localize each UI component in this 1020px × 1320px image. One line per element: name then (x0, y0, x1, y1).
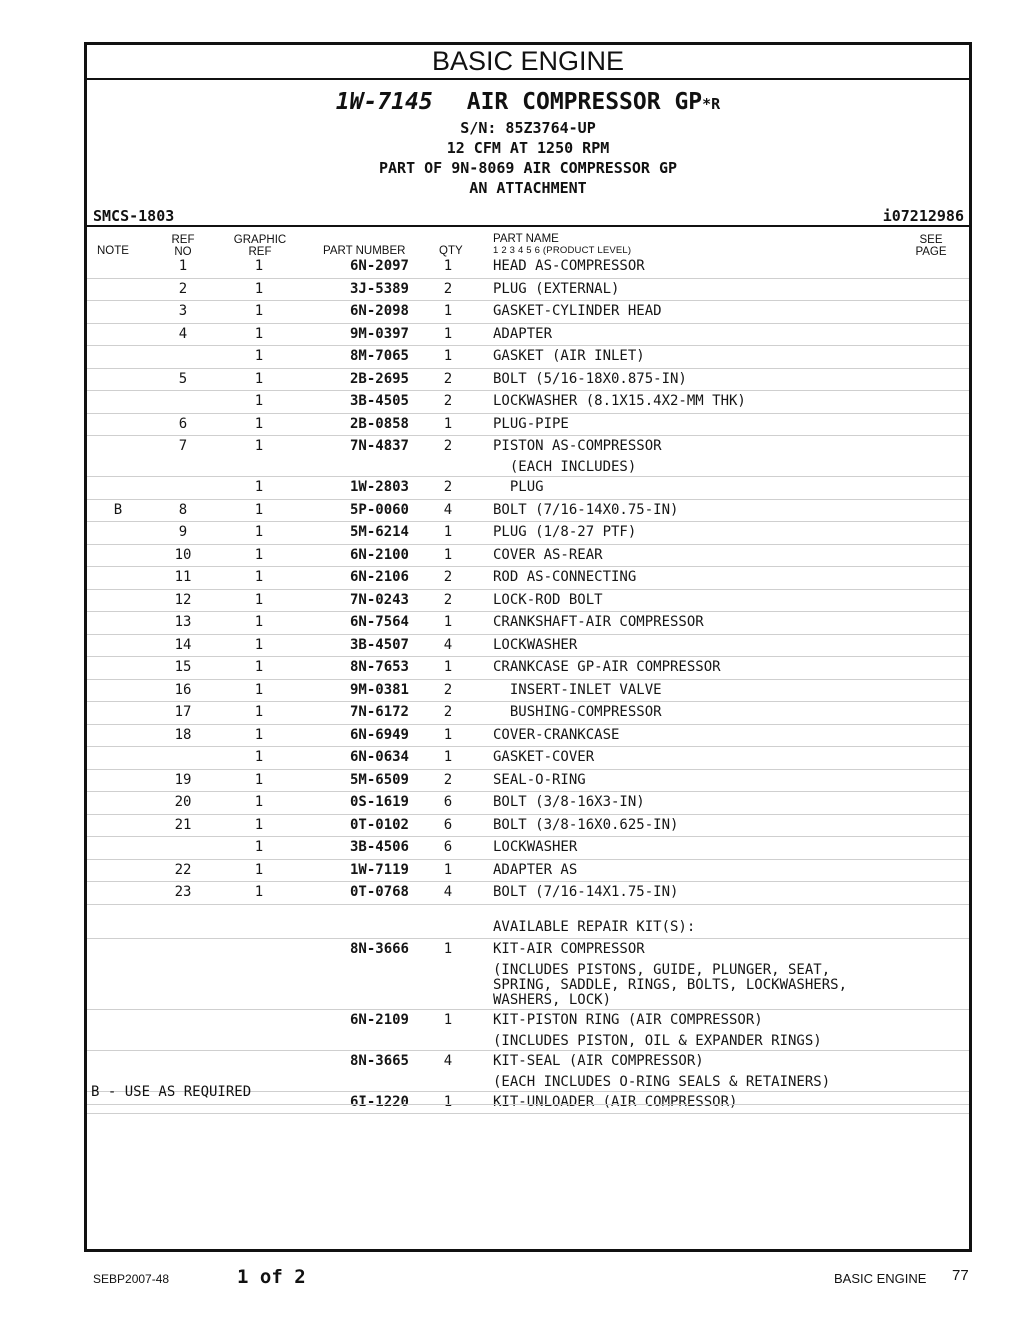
row-part-number: 1W-2803 (349, 479, 409, 495)
footer-doc-id: SEBP2007-48 (93, 1272, 170, 1286)
row-qty: 2 (443, 771, 453, 788)
row-graphic-ref: 1 (254, 659, 264, 675)
row-qty: 2 (443, 591, 453, 608)
table-row (87, 939, 969, 1010)
row-ref-no: 2 (178, 280, 188, 297)
row-qty: 1 (443, 348, 453, 364)
table-row (87, 725, 969, 748)
group-title (87, 89, 969, 115)
table-row (87, 436, 969, 477)
row-qty: 4 (443, 636, 453, 653)
row-part-number: 6I-1220 (349, 1093, 409, 1110)
row-part-name-detail: (EACH INCLUDES O-RING SEALS & RETAINERS) (493, 1073, 831, 1090)
col-graphic-bottom: REF (248, 246, 272, 258)
row-ref-no: 12 (174, 591, 192, 608)
row-ref-no: 5 (178, 370, 188, 387)
row-graphic-ref: 1 (254, 726, 264, 743)
row-part-number: 1W-7119 (349, 861, 409, 878)
footer-page-number: 77 (952, 1267, 969, 1284)
group-title-suffix: *R (702, 95, 721, 113)
table-row (87, 792, 969, 815)
row-part-number: 6N-2098 (349, 303, 409, 319)
row-graphic-ref: 1 (254, 794, 264, 810)
row-part-number: 5M-6214 (349, 524, 409, 540)
row-part-number: 7N-0243 (349, 591, 409, 608)
row-part-number: 6N-2097 (349, 258, 409, 274)
row-part-name: BOLT (7/16-14X0.75-IN) (493, 501, 679, 518)
row-graphic-ref: 1 (254, 348, 264, 364)
row-part-number: 0T-0102 (349, 816, 409, 833)
row-part-number: 5P-0060 (349, 501, 409, 518)
serial-number: S/N: 85Z3764-UP (460, 119, 596, 137)
row-graphic-ref: 1 (254, 884, 264, 900)
parts-page-frame (84, 42, 972, 1252)
row-part-name: PLUG (EXTERNAL) (493, 280, 620, 297)
row-ref-no: 7 (178, 438, 188, 454)
row-qty: 1 (443, 940, 453, 957)
row-graphic-ref: 1 (254, 771, 264, 788)
row-part-name: GASKET-COVER (493, 749, 595, 765)
row-qty: 4 (443, 1052, 453, 1069)
row-part-number: 2B-0858 (349, 415, 409, 432)
table-row (87, 346, 969, 369)
row-graphic-ref: 1 (254, 614, 264, 630)
col-part-number: PART NUMBER (323, 245, 406, 257)
col-see-page (913, 234, 949, 258)
row-qty: 2 (443, 569, 453, 585)
group-parent-line: PART OF 9N-8069 AIR COMPRESSOR GP (378, 159, 677, 177)
row-part-number: 7N-4837 (349, 438, 409, 454)
table-row (87, 522, 969, 545)
row-part-name: BOLT (5/16-18X0.875-IN) (493, 370, 687, 387)
row-part-name: LOCKWASHER (493, 636, 578, 653)
row-part-number: 8N-3666 (349, 940, 409, 957)
row-ref-no: 22 (174, 861, 192, 878)
row-part-number: 6N-7564 (349, 614, 409, 630)
table-row (87, 837, 969, 860)
row-ref-no: 19 (174, 771, 192, 788)
table-row (87, 590, 969, 613)
col-note: NOTE (97, 245, 129, 257)
row-ref-no: 10 (174, 546, 192, 563)
row-part-name: PLUG (1/8-27 PTF) (493, 524, 637, 540)
table-row (87, 369, 969, 392)
row-qty: 4 (443, 884, 453, 900)
col-see-bottom: PAGE (915, 246, 947, 258)
table-row (87, 324, 969, 347)
group-part-number: 1W-7145 (335, 89, 433, 115)
row-graphic-ref: 1 (254, 524, 264, 540)
row-graphic-ref: 1 (254, 415, 264, 432)
row-part-name-detail: (INCLUDES PISTONS, GUIDE, PLUNGER, SEAT, SPRING, SADDLE, RINGS, BOLTS, LOCKWASHERS, WASHERS, LOCK) (493, 961, 848, 1008)
table-row (87, 391, 969, 414)
row-qty: 2 (443, 681, 453, 698)
table-row (87, 702, 969, 725)
row-qty: 1 (443, 258, 453, 274)
table-row (87, 256, 969, 279)
row-part-number: 8N-7653 (349, 659, 409, 675)
row-part-name: BOLT (7/16-14X1.75-IN) (493, 884, 679, 900)
col-graphic-ref (232, 234, 288, 258)
row-ref-no: 13 (174, 614, 192, 630)
row-graphic-ref: 1 (254, 501, 264, 518)
row-graphic-ref: 1 (254, 303, 264, 319)
row-part-number: 3B-4507 (349, 636, 409, 653)
row-part-name: LOCKWASHER (493, 839, 578, 855)
row-part-number: 3B-4506 (349, 839, 409, 855)
row-qty: 1 (443, 749, 453, 765)
row-part-number: 5M-6509 (349, 771, 409, 788)
row-part-name: INSERT-INLET VALVE (493, 681, 662, 698)
col-ref-top: REF (171, 234, 195, 246)
row-part-number: 9M-0381 (349, 681, 409, 698)
row-part-name: LOCKWASHER (8.1X15.4X2-MM THK) (493, 393, 746, 409)
row-graphic-ref: 1 (254, 636, 264, 653)
row-graphic-ref: 1 (254, 479, 264, 495)
row-qty: 1 (443, 1093, 453, 1110)
row-part-number: 8M-7065 (349, 348, 409, 364)
row-part-name: CRANKSHAFT-AIR COMPRESSOR (493, 614, 704, 630)
table-row (87, 747, 969, 770)
row-ref-no: 8 (178, 501, 188, 518)
row-part-number: 0S-1619 (349, 794, 409, 810)
table-row (87, 680, 969, 703)
row-ref-no: 6 (178, 415, 188, 432)
table-row (87, 545, 969, 568)
row-part-name-detail: AVAILABLE REPAIR KIT(S): (493, 918, 696, 935)
row-part-name: COVER AS-REAR (493, 546, 603, 563)
table-row (87, 477, 969, 500)
row-ref-no: 15 (174, 659, 192, 675)
table-row (87, 882, 969, 905)
row-qty: 2 (443, 704, 453, 720)
row-ref-no: 4 (178, 325, 188, 342)
row-ref-no: 21 (174, 816, 192, 833)
row-part-name: LOCK-ROD BOLT (493, 591, 603, 608)
row-ref-no: 9 (178, 524, 188, 540)
col-qty: QTY (439, 245, 463, 257)
table-row (87, 635, 969, 658)
table-row (87, 815, 969, 838)
col-part-name: PART NAME (493, 233, 559, 245)
row-ref-no: 18 (174, 726, 192, 743)
row-graphic-ref: 1 (254, 325, 264, 342)
table-row (87, 860, 969, 883)
row-part-name: BUSHING-COMPRESSOR (493, 704, 662, 720)
row-qty: 2 (443, 479, 453, 495)
row-qty: 6 (443, 816, 453, 833)
col-graphic-top: GRAPHIC (233, 234, 287, 246)
row-part-number: 9M-0397 (349, 325, 409, 342)
col-ref-bottom: NO (174, 246, 192, 258)
row-part-number: 7N-6172 (349, 704, 409, 720)
row-part-name: CRANKCASE GP-AIR COMPRESSOR (493, 659, 721, 675)
row-part-name: ROD AS-CONNECTING (493, 569, 637, 585)
row-part-number: 6N-2109 (349, 1011, 409, 1028)
row-part-name: ADAPTER AS (493, 861, 578, 878)
row-ref-no: 16 (174, 681, 192, 698)
row-qty: 1 (443, 1011, 453, 1028)
table-row (87, 657, 969, 680)
row-qty: 1 (443, 726, 453, 743)
row-part-name-detail: (EACH INCLUDES) (493, 459, 637, 475)
table-row (87, 1010, 969, 1051)
row-qty: 1 (443, 614, 453, 630)
row-part-name: PISTON AS-COMPRESSOR (493, 438, 662, 454)
table-row (87, 279, 969, 302)
row-graphic-ref: 1 (254, 370, 264, 387)
row-part-name: KIT-UNLOADER (AIR COMPRESSOR) (493, 1093, 738, 1110)
table-row (87, 301, 969, 324)
row-graphic-ref: 1 (254, 569, 264, 585)
row-graphic-ref: 1 (254, 816, 264, 833)
row-part-number: 3B-4505 (349, 393, 409, 409)
row-part-name: COVER-CRANKCASE (493, 726, 620, 743)
row-graphic-ref: 1 (254, 258, 264, 274)
row-ref-no: 3 (178, 303, 188, 319)
row-qty: 2 (443, 280, 453, 297)
row-graphic-ref: 1 (254, 591, 264, 608)
table-row (87, 414, 969, 437)
parts-table (87, 256, 969, 1114)
group-name: AIR COMPRESSOR GP (466, 89, 703, 115)
row-part-name: HEAD AS-COMPRESSOR (493, 258, 645, 274)
row-qty: 6 (443, 839, 453, 855)
table-row (87, 905, 969, 939)
row-part-name: GASKET (AIR INLET) (493, 348, 645, 364)
row-ref-no: 11 (174, 569, 192, 585)
group-attachment-line: AN ATTACHMENT (469, 179, 587, 197)
row-graphic-ref: 1 (254, 704, 264, 720)
col-see-top: SEE (919, 234, 943, 246)
row-qty: 1 (443, 325, 453, 342)
row-qty: 1 (443, 303, 453, 319)
table-row (87, 567, 969, 590)
row-graphic-ref: 1 (254, 393, 264, 409)
row-qty: 1 (443, 524, 453, 540)
row-part-name-detail: (INCLUDES PISTON, OIL & EXPANDER RINGS) (493, 1032, 822, 1049)
col-ref-no (169, 234, 197, 258)
row-graphic-ref: 1 (254, 749, 264, 765)
row-qty: 2 (443, 438, 453, 454)
table-row (87, 770, 969, 793)
row-part-number: 0T-0768 (349, 884, 409, 900)
row-graphic-ref: 1 (254, 681, 264, 698)
row-graphic-ref: 1 (254, 839, 264, 855)
row-part-number: 2B-2695 (349, 370, 409, 387)
row-qty: 1 (443, 415, 453, 432)
illustration-id: i07212986 (882, 207, 964, 225)
table-row (87, 500, 969, 523)
row-part-name: KIT-SEAL (AIR COMPRESSOR) (493, 1052, 704, 1069)
row-part-number: 3J-5389 (349, 280, 409, 297)
row-part-name: ADAPTER (493, 325, 553, 342)
column-headers (87, 225, 969, 258)
row-graphic-ref: 1 (254, 438, 264, 454)
row-qty: 1 (443, 861, 453, 878)
row-ref-no: 20 (174, 794, 192, 810)
row-graphic-ref: 1 (254, 861, 264, 878)
row-part-name: KIT-PISTON RING (AIR COMPRESSOR) (493, 1011, 763, 1028)
row-part-name: BOLT (3/8-16X3-IN) (493, 794, 645, 810)
row-qty: 1 (443, 546, 453, 563)
row-part-number: 6N-2106 (349, 569, 409, 585)
col-product-levels: 1 2 3 4 5 6 (PRODUCT LEVEL) (493, 245, 632, 256)
footer-page-of: 1 of 2 (237, 1266, 306, 1288)
footnote-divider (87, 1104, 969, 1105)
row-qty: 1 (443, 659, 453, 675)
row-note: B (113, 501, 123, 518)
section-title: BASIC ENGINE (87, 45, 969, 80)
row-qty: 2 (443, 370, 453, 387)
row-part-number: 6N-0634 (349, 749, 409, 765)
group-spec-line: 12 CFM AT 1250 RPM (446, 139, 610, 157)
row-graphic-ref: 1 (254, 546, 264, 563)
table-row (87, 612, 969, 635)
row-qty: 2 (443, 393, 453, 409)
row-qty: 4 (443, 501, 453, 518)
row-ref-no: 1 (178, 258, 188, 274)
row-part-number: 8N-3665 (349, 1052, 409, 1069)
row-part-name: SEAL-O-RING (493, 771, 586, 788)
smcs-code: SMCS-1803 (93, 207, 175, 225)
row-ref-no: 14 (174, 636, 192, 653)
row-part-name: GASKET-CYLINDER HEAD (493, 303, 662, 319)
row-ref-no: 23 (174, 884, 192, 900)
row-qty: 6 (443, 794, 453, 810)
row-part-number: 6N-2100 (349, 546, 409, 563)
row-part-name: BOLT (3/8-16X0.625-IN) (493, 816, 679, 833)
row-part-number: 6N-6949 (349, 726, 409, 743)
row-part-name: KIT-AIR COMPRESSOR (493, 940, 645, 957)
footnote: B - USE AS REQUIRED (91, 1084, 252, 1100)
row-ref-no: 17 (174, 704, 192, 720)
footer-section: BASIC ENGINE (834, 1271, 927, 1286)
row-part-name: PLUG (493, 479, 544, 495)
row-graphic-ref: 1 (254, 280, 264, 297)
row-part-name: PLUG-PIPE (493, 415, 569, 432)
